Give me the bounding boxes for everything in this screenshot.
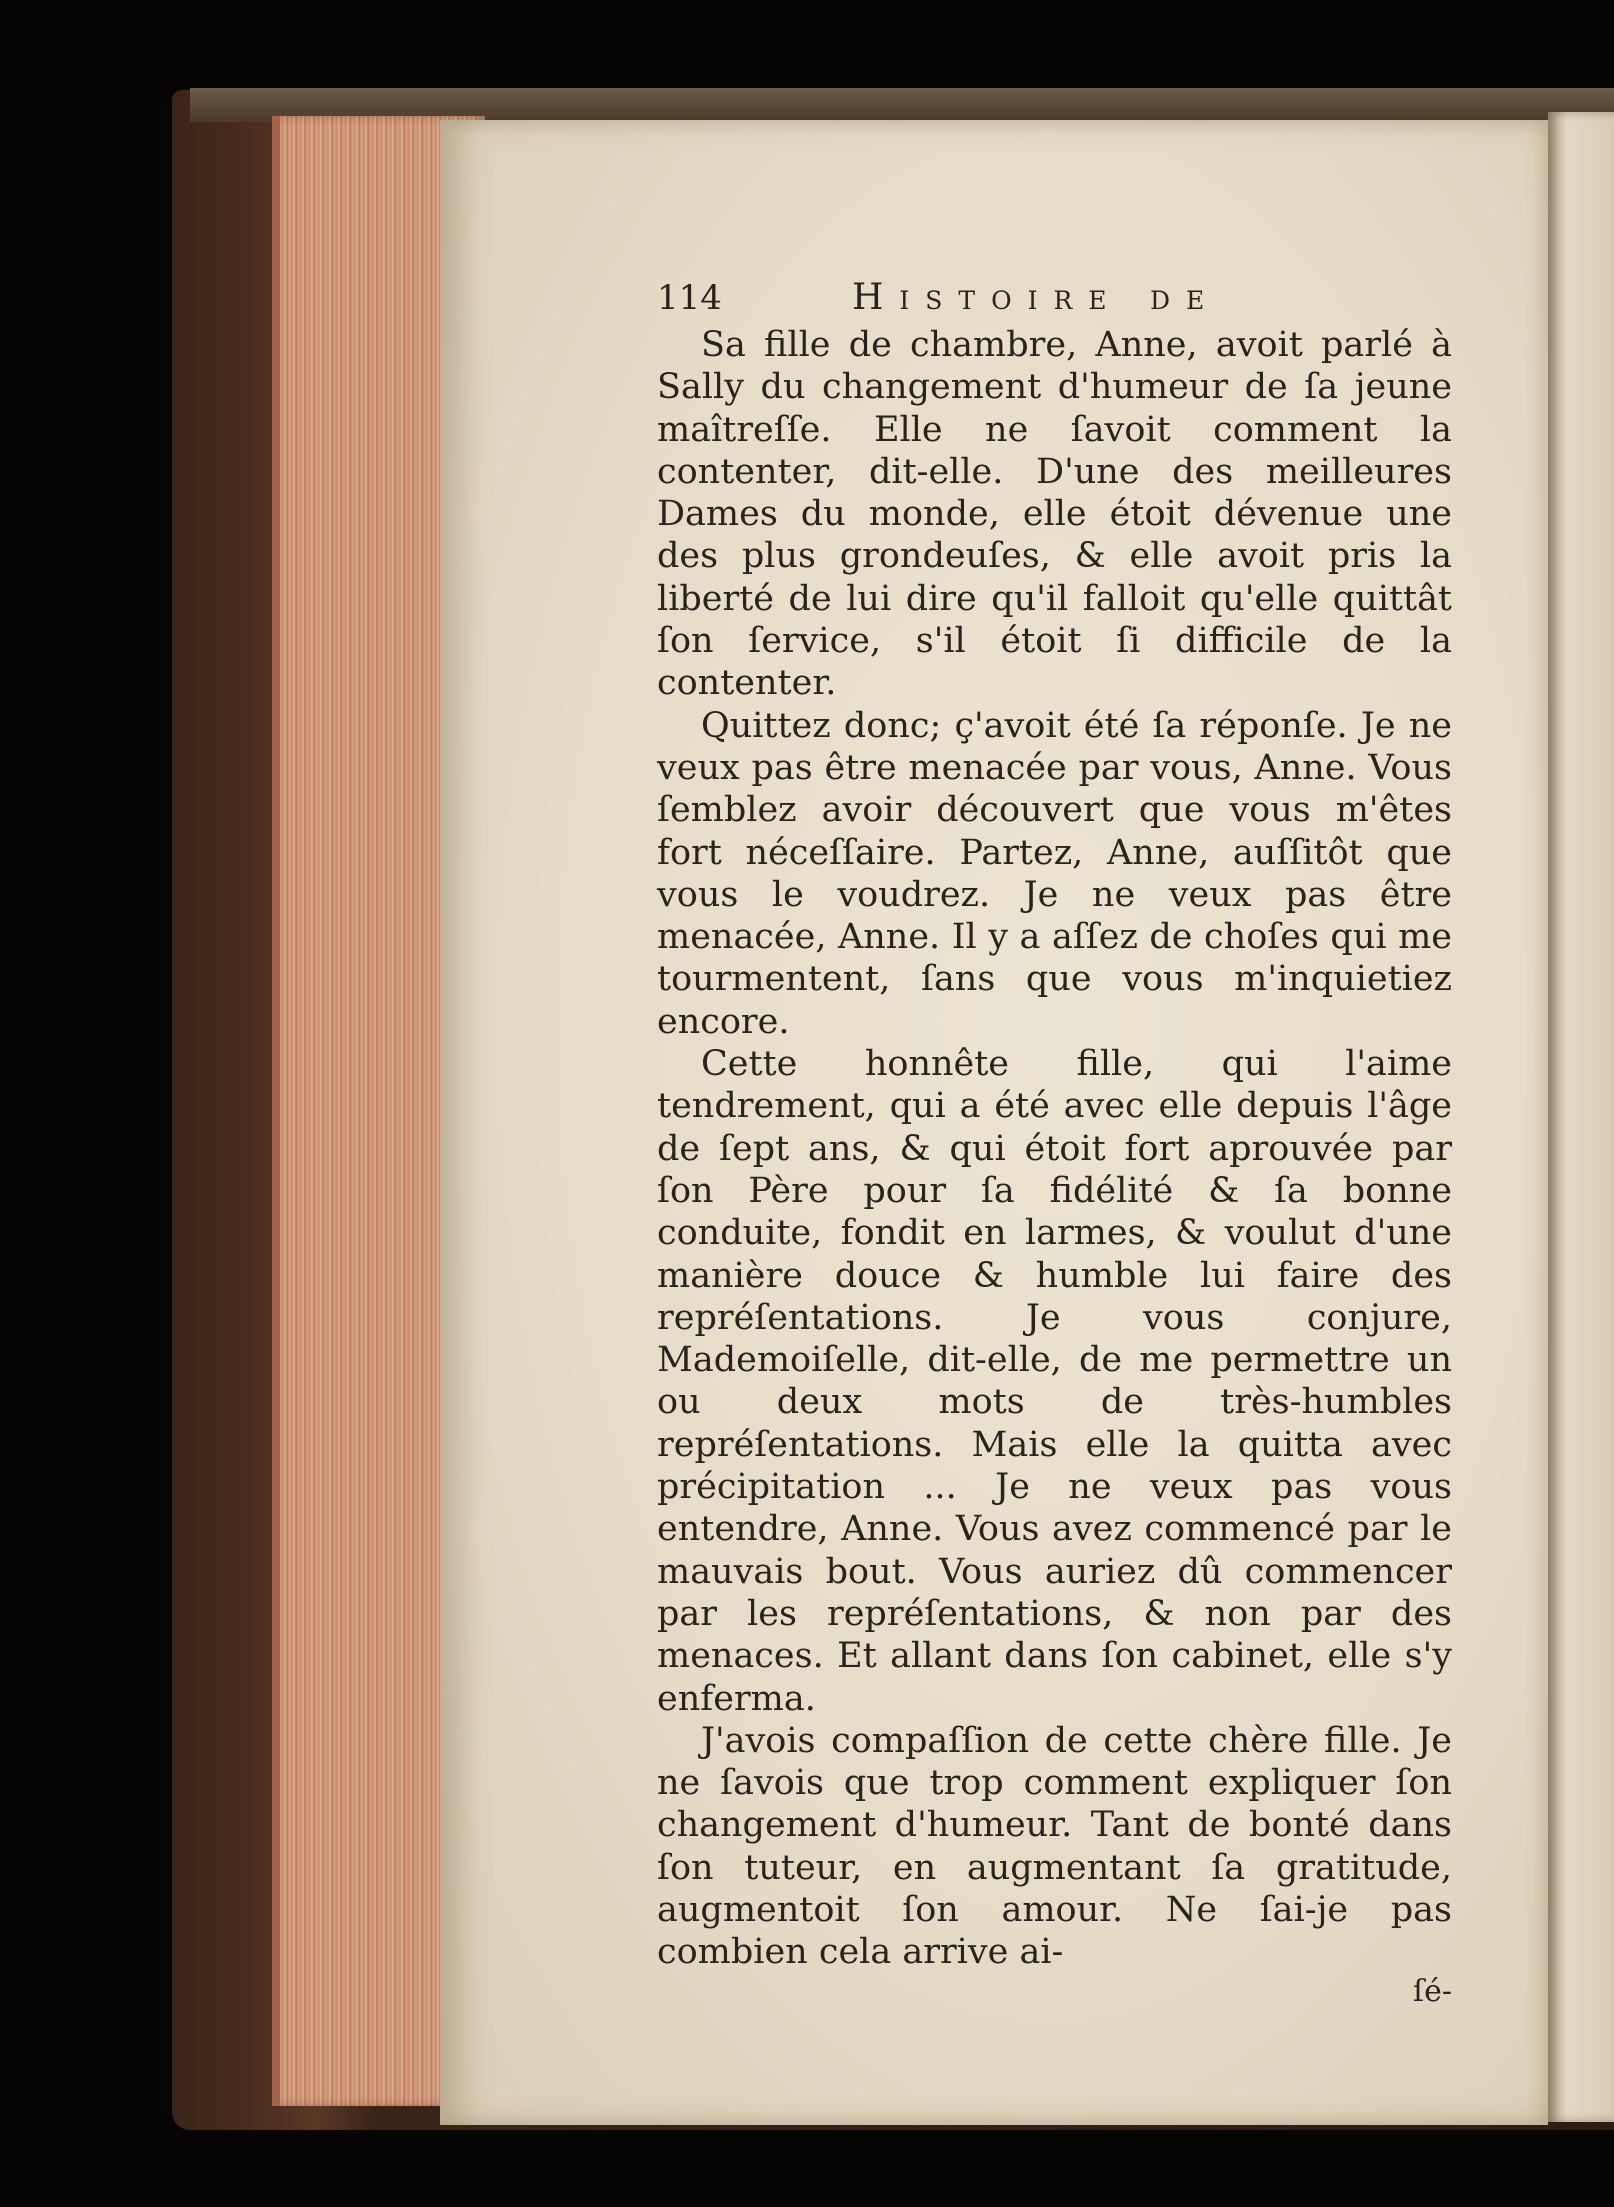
- paragraph-4: J'avois compaſſion de cette chère fille. Je ne ſavois que trop comment expliquer ſon changement d'humeur. Tant de bonté dans ſon tuteur, en augmentant ſa gratitude, augmentoit ſon amour. Ne ſai-je pas combien cela arrive ai-: [657, 1720, 1452, 1973]
- paragraph-1: Sa fille de chambre, Anne, avoit parlé à Sally du changement d'humeur de ſa jeune maîtreſſe. Elle ne ſavoit comment la contenter, dit-elle. D'une des meilleures Dames du monde, elle étoit dévenue une des plus grondeuſes, & elle avoit pris la liberté de lui dire qu'il falloit qu'elle quittât ſon ſervice, s'il étoit ſi difficile de la contenter.: [657, 325, 1452, 704]
- paragraph-2: Quittez donc; ç'avoit été ſa réponſe. Je ne veux pas être menacée par vous, Anne. Vous ſemblez avoir découvert que vous m'êtes fort néceſſaire. Partez, Anne, auſſitôt que vous le voudrez. Je ne veux pas être menacée, Anne. Il y a aſſez de choſes qui me tourmentent, ſans que vous m'inquietiez encore.: [657, 705, 1452, 1042]
- catchword: ſé-: [1413, 1973, 1452, 2009]
- facing-page-edge: [1548, 112, 1614, 2122]
- page-text: [657, 272, 1452, 2010]
- page-number: 114: [657, 278, 722, 318]
- paragraph-3: Cette honnête fille, qui l'aime tendrement, qui a été avec elle depuis l'âge de ſept ans, & qui étoit fort aprouvée par ſon Père pour ſa fidélité & ſa bonne conduite, fondit en larmes, & voulut d'une manière douce & humble lui faire des repréſentations. Je vous conjure, Mademoiſelle, dit-elle, de me permettre un ou deux mots de très-humbles repréſentations. Mais elle la quitta avec précipitation ... Je ne veux pas vous entendre, Anne. Vous avez commencé par le mauvais bout. Vous auriez dû commencer par les repréſentations, & non par des menaces. Et allant dans ſon cabinet, elle s'y enferma.: [657, 1044, 1452, 1719]
- running-head: [657, 272, 1452, 324]
- running-title: Histoire de: [852, 277, 1221, 318]
